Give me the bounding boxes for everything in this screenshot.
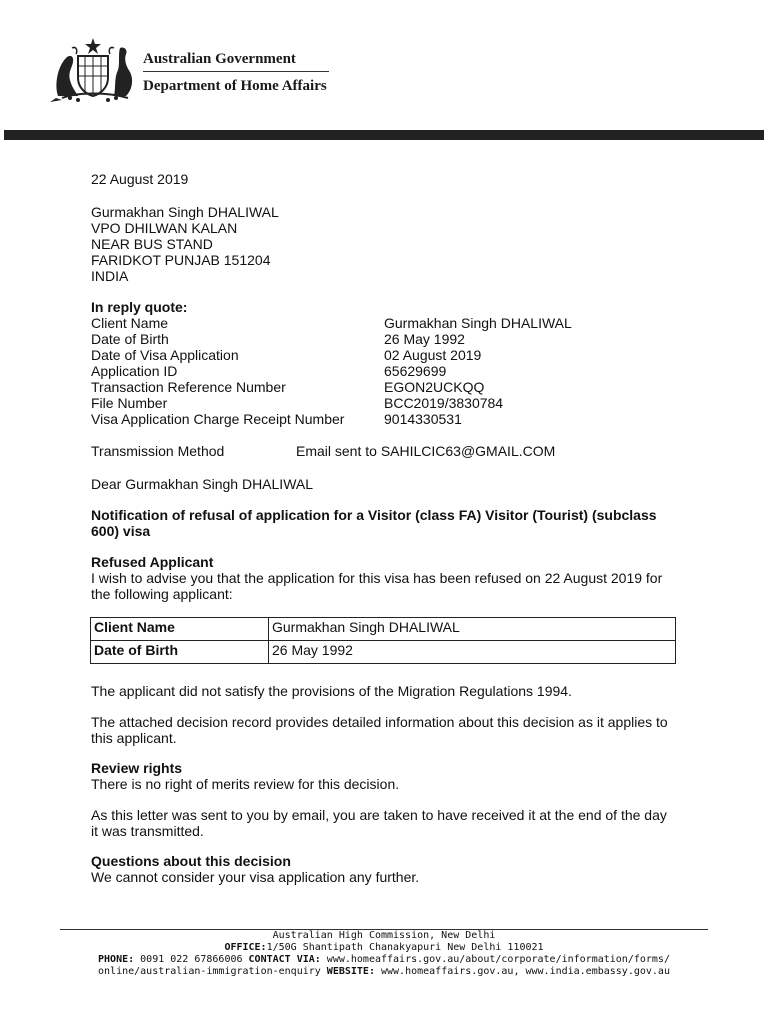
questions-text: We cannot consider your visa application any further. xyxy=(91,869,420,885)
footer-line: Australian High Commission, New Delhi xyxy=(272,930,496,941)
reply-value: Gurmakhan Singh DHALIWAL xyxy=(384,315,572,331)
title-line: Notification of refusal of application for a Visitor (class FA) Visitor (Tourist) (subclass xyxy=(91,507,657,523)
table-row xyxy=(91,618,676,641)
footer-phone-label: PHONE: xyxy=(98,954,135,965)
reply-value: EGON2UCKQQ xyxy=(384,379,485,395)
review-text: There is no right of merits review for this decision. xyxy=(91,776,400,792)
reply-label: Transaction Reference Number xyxy=(91,379,286,395)
table-label: Client Name xyxy=(91,618,269,641)
applicant-table xyxy=(90,617,676,664)
footer-enquiry-link: online/australian-immigration-enquiry xyxy=(98,966,327,977)
refused-heading: Refused Applicant xyxy=(91,554,214,570)
transmission-value: Email sent to SAHILCIC63@GMAIL.COM xyxy=(296,443,556,459)
reply-value: 9014330531 xyxy=(384,411,462,427)
reply-quote-block xyxy=(91,299,691,427)
header-divider xyxy=(143,71,329,72)
address-line: INDIA xyxy=(91,268,129,284)
reply-label: File Number xyxy=(91,395,168,411)
paragraph-line: this applicant. xyxy=(91,730,177,746)
refused-text: I wish to advise you that the application for this visa has been refused on 22 August 2019 for xyxy=(91,570,663,586)
table-value: Gurmakhan Singh DHALIWAL xyxy=(269,618,676,641)
refused-applicant-section xyxy=(91,554,691,602)
footer-contact-label: CONTACT VIA: xyxy=(248,954,321,965)
table-value: 26 May 1992 xyxy=(269,641,676,664)
decision-paragraph xyxy=(91,714,691,746)
reply-row xyxy=(91,411,691,427)
notification-title xyxy=(91,507,691,539)
transmission-label: Transmission Method xyxy=(91,443,225,459)
footer-office-value: 1/50G Shantipath Chanakyapuri New Delhi 110021 xyxy=(266,942,544,953)
reply-row xyxy=(91,379,691,395)
reply-row xyxy=(91,315,691,331)
questions-section xyxy=(91,853,691,885)
footer-contact-value: www.homeaffairs.gov.au/about/corporate/information/forms/ xyxy=(320,954,670,965)
email-receipt-paragraph xyxy=(91,807,691,839)
coat-of-arms-icon xyxy=(48,36,138,104)
reply-label: Application ID xyxy=(91,363,178,379)
footer-website-value: www.homeaffairs.gov.au, www.india.embassy.gov.au xyxy=(374,966,670,977)
reply-heading: In reply quote: xyxy=(91,299,188,315)
reply-value: 26 May 1992 xyxy=(384,331,465,347)
footer xyxy=(60,930,708,978)
address-line: NEAR BUS STAND xyxy=(91,236,213,252)
footer-website-label: WEBSITE: xyxy=(326,966,375,977)
reply-row xyxy=(91,395,691,411)
table-row xyxy=(91,641,676,664)
letterhead xyxy=(0,0,768,140)
footer-line xyxy=(60,942,708,954)
reply-label: Date of Birth xyxy=(91,331,169,347)
reply-label: Client Name xyxy=(91,315,169,331)
header-bar xyxy=(4,130,764,140)
footer-office-label: OFFICE: xyxy=(224,942,267,953)
reply-row xyxy=(91,347,691,363)
address-line: Gurmakhan Singh DHALIWAL xyxy=(91,204,279,220)
reply-label: Visa Application Charge Receipt Number xyxy=(91,411,345,427)
reply-row xyxy=(91,331,691,347)
government-name: Australian Government xyxy=(143,51,296,67)
reply-value: 65629699 xyxy=(384,363,447,379)
refused-text: the following applicant: xyxy=(91,586,233,602)
review-rights-section xyxy=(91,760,691,792)
transmission-method xyxy=(91,443,691,459)
footer-line xyxy=(60,954,708,966)
reply-label: Date of Visa Application xyxy=(91,347,239,363)
review-heading: Review rights xyxy=(91,760,183,776)
table-label: Date of Birth xyxy=(91,641,269,664)
paragraph-line: The attached decision record provides detailed information about this decision as it applies to xyxy=(91,714,668,730)
reply-value: 02 August 2019 xyxy=(384,347,482,363)
paragraph-line: it was transmitted. xyxy=(91,823,204,839)
letter-date: 22 August 2019 xyxy=(91,171,189,187)
address-line: FARIDKOT PUNJAB 151204 xyxy=(91,252,271,268)
department-name: Department of Home Affairs xyxy=(143,78,327,94)
questions-heading: Questions about this decision xyxy=(91,853,291,869)
reply-row xyxy=(91,363,691,379)
reply-value: BCC2019/3830784 xyxy=(384,395,504,411)
title-line: 600) visa xyxy=(91,523,151,539)
footer-line xyxy=(60,966,708,978)
paragraph-line: As this letter was sent to you by email, you are taken to have received it at the end of the day xyxy=(91,807,667,823)
salutation: Dear Gurmakhan Singh DHALIWAL xyxy=(91,476,314,492)
recipient-address xyxy=(91,204,691,284)
address-line: VPO DHILWAN KALAN xyxy=(91,220,238,236)
regulations-paragraph: The applicant did not satisfy the provisions of the Migration Regulations 1994. xyxy=(91,683,572,699)
footer-phone-value: 0091 022 67866006 xyxy=(134,954,249,965)
